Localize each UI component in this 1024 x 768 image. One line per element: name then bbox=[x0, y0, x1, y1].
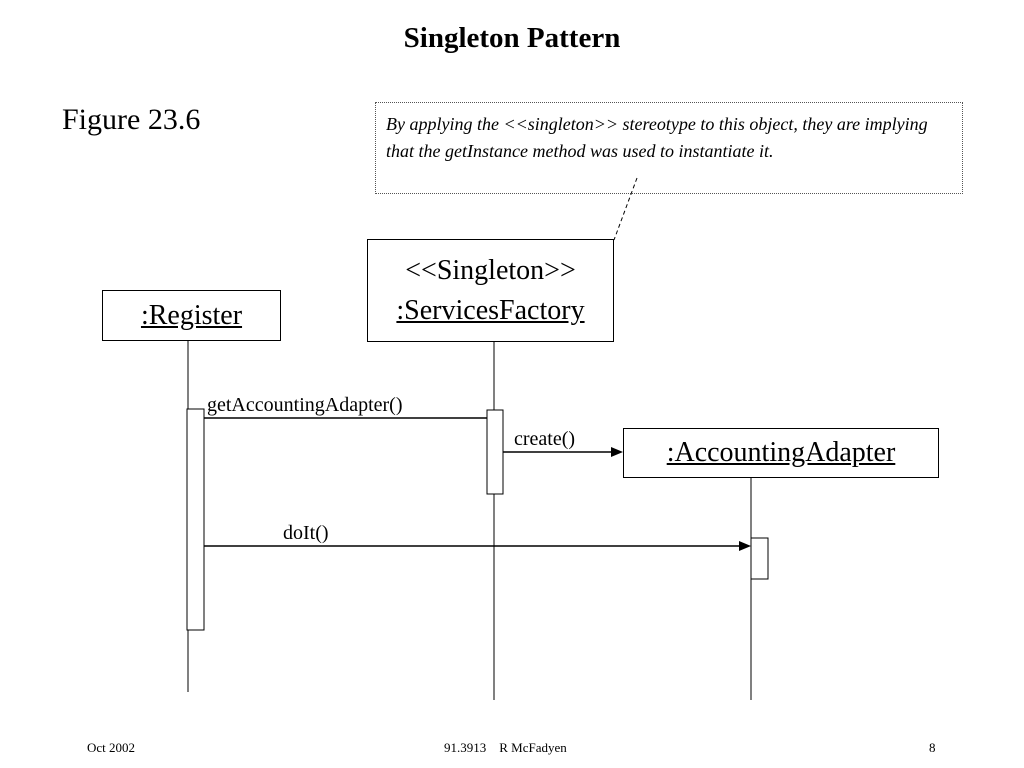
figure-label: Figure 23.6 bbox=[62, 103, 201, 136]
get-adapter-message: getAccountingAdapter() bbox=[207, 394, 403, 416]
note-text: By applying the <<singleton>> stereotype to this object, they are implying that the getInstance method was used to instantiate it. bbox=[386, 114, 928, 161]
note-connector bbox=[614, 178, 637, 240]
register-label: :Register bbox=[140, 300, 243, 331]
accounting-adapter-label: :AccountingAdapter bbox=[666, 437, 896, 468]
factory-activation bbox=[487, 410, 503, 494]
create-message: create() bbox=[514, 428, 576, 450]
do-it-message: doIt() bbox=[283, 522, 329, 544]
create-arrowhead bbox=[611, 447, 623, 457]
services-factory-object bbox=[367, 239, 614, 342]
singleton-stereotype: <<Singleton>> bbox=[405, 255, 576, 286]
footer-date: Oct 2002 bbox=[87, 740, 136, 755]
slide-title: Singleton Pattern bbox=[403, 22, 621, 54]
accounting-adapter-object bbox=[623, 428, 939, 478]
footer-course: 91.3913 R McFadyen bbox=[444, 740, 567, 755]
adapter-activation bbox=[751, 538, 768, 579]
footer-page-number: 8 bbox=[929, 740, 936, 755]
register-object bbox=[102, 290, 281, 341]
services-factory-label: :ServicesFactory bbox=[396, 295, 585, 326]
do-it-arrowhead bbox=[739, 541, 751, 551]
register-activation bbox=[187, 409, 204, 630]
